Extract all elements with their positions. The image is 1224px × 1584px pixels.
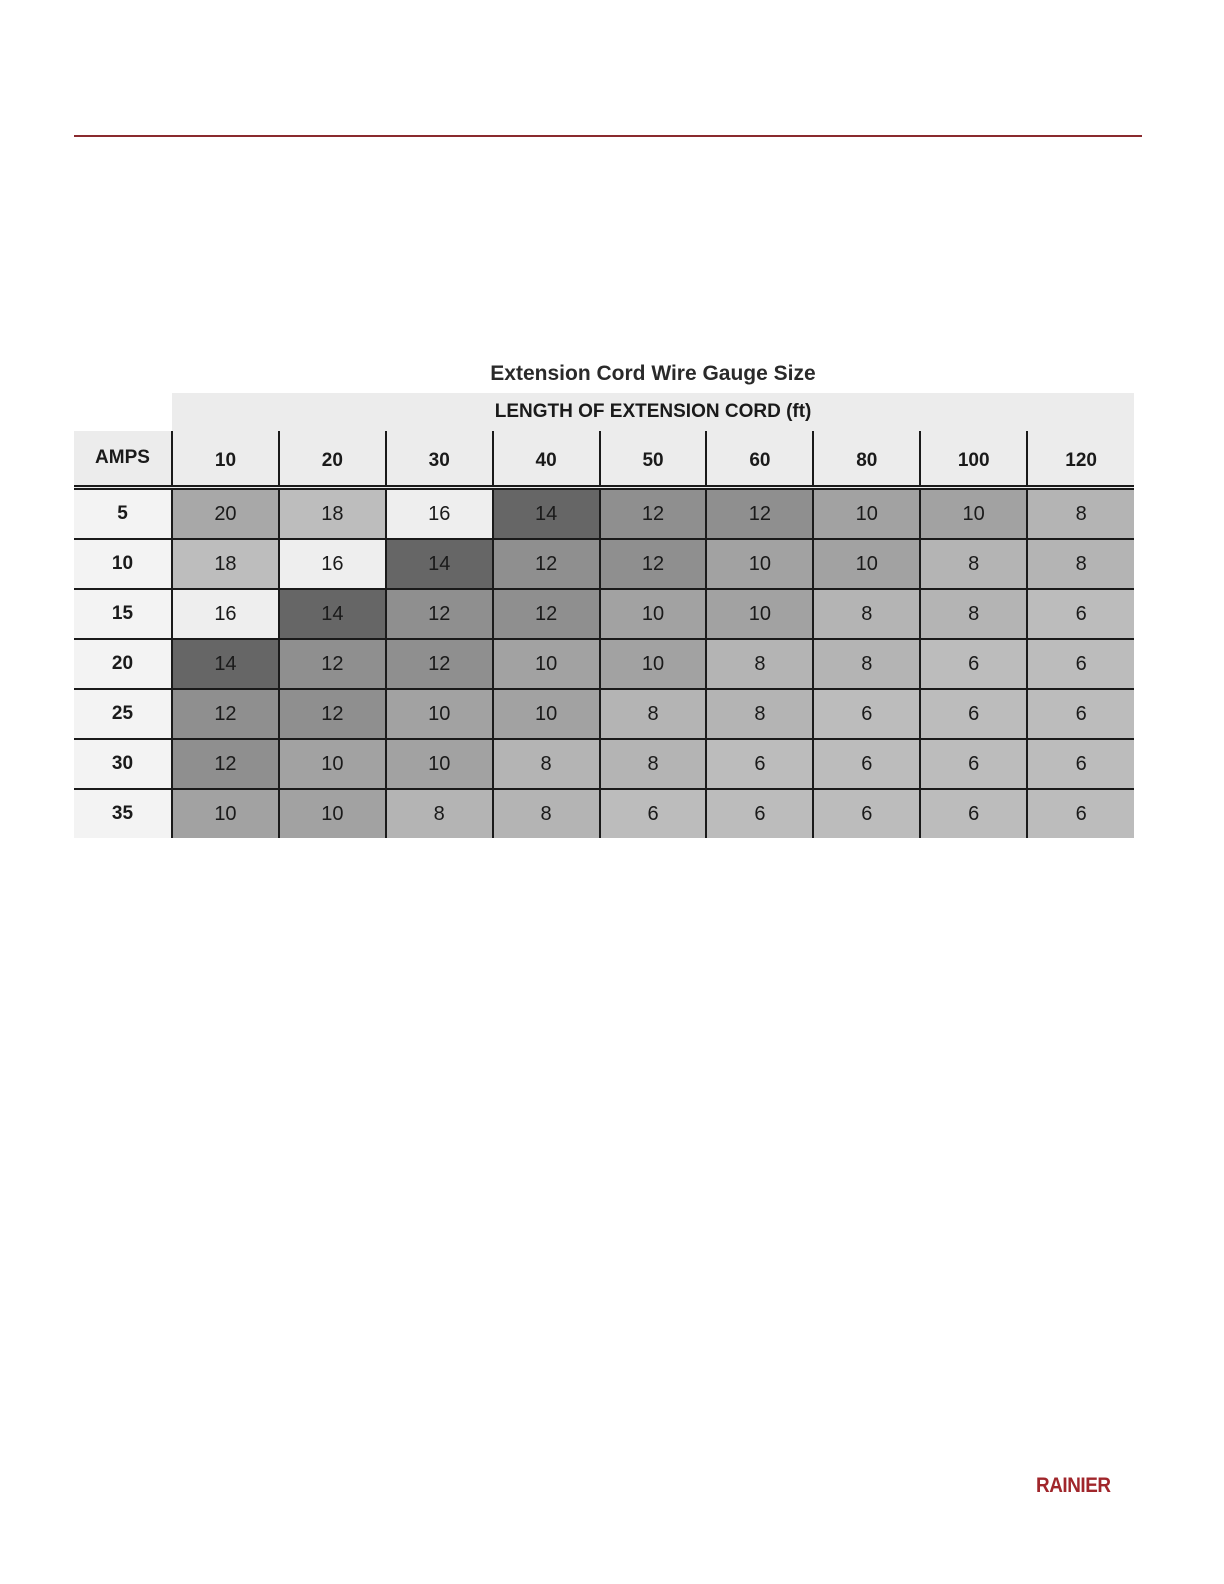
length-header-50: 50 [600,431,707,488]
gauge-cell: 12 [279,689,386,739]
gauge-cell: 10 [813,539,920,589]
gauge-cell: 12 [600,539,707,589]
gauge-cell: 6 [813,739,920,789]
length-header-20: 20 [279,431,386,488]
gauge-cell: 10 [920,488,1027,540]
gauge-cell: 6 [1027,639,1134,689]
gauge-cell: 6 [813,689,920,739]
gauge-cell: 6 [1027,789,1134,838]
table-row [74,488,1134,540]
gauge-cell: 6 [920,789,1027,838]
gauge-cell: 12 [493,589,600,639]
gauge-cell: 20 [172,488,279,540]
gauge-cell: 10 [706,539,813,589]
gauge-cell: 8 [493,789,600,838]
gauge-cell: 6 [920,739,1027,789]
gauge-cell: 12 [172,689,279,739]
gauge-cell: 8 [1027,539,1134,589]
length-header-30: 30 [386,431,493,488]
gauge-cell: 10 [706,589,813,639]
gauge-cell: 6 [600,789,707,838]
gauge-cell: 12 [279,639,386,689]
gauge-cell: 6 [1027,739,1134,789]
gauge-cell: 6 [1027,589,1134,639]
gauge-cell: 16 [172,589,279,639]
gauge-cell: 12 [706,488,813,540]
gauge-cell: 10 [279,739,386,789]
corner-blank [74,393,172,431]
gauge-cell: 8 [813,639,920,689]
gauge-cell: 8 [706,639,813,689]
amps-cell: 25 [74,689,172,739]
table-row [74,689,1134,739]
gauge-cell: 14 [493,488,600,540]
gauge-cell: 8 [600,689,707,739]
amps-cell: 30 [74,739,172,789]
amps-cell: 15 [74,589,172,639]
gauge-cell: 14 [172,639,279,689]
gauge-cell: 10 [386,739,493,789]
gauge-cell: 16 [386,488,493,540]
gauge-cell: 8 [600,739,707,789]
gauge-cell: 18 [172,539,279,589]
table-row [74,589,1134,639]
gauge-cell: 10 [493,689,600,739]
rainier-logo: RAINIER [1036,1474,1111,1497]
table-row [74,539,1134,589]
amps-cell: 10 [74,539,172,589]
gauge-cell: 6 [706,789,813,838]
length-header-100: 100 [920,431,1027,488]
amps-header: AMPS [74,431,172,488]
gauge-cell: 14 [386,539,493,589]
gauge-cell: 6 [920,689,1027,739]
gauge-cell: 10 [172,789,279,838]
gauge-cell: 14 [279,589,386,639]
length-header-40: 40 [493,431,600,488]
amps-cell: 5 [74,488,172,540]
gauge-cell: 12 [600,488,707,540]
header-rule [74,135,1142,137]
gauge-cell: 12 [386,639,493,689]
length-header-10: 10 [172,431,279,488]
table-row [74,789,1134,838]
amps-cell: 20 [74,639,172,689]
gauge-cell: 16 [279,539,386,589]
gauge-cell: 12 [493,539,600,589]
length-group-header: LENGTH OF EXTENSION CORD (ft) [172,393,1134,431]
gauge-table [74,393,1134,838]
gauge-cell: 10 [279,789,386,838]
table-row [74,639,1134,689]
gauge-cell: 8 [386,789,493,838]
length-header-120: 120 [1027,431,1134,488]
gauge-cell: 8 [1027,488,1134,540]
table-row [74,739,1134,789]
gauge-cell: 10 [386,689,493,739]
amps-cell: 35 [74,789,172,838]
gauge-cell: 8 [920,589,1027,639]
gauge-cell: 10 [813,488,920,540]
length-header-80: 80 [813,431,920,488]
length-header-60: 60 [706,431,813,488]
gauge-cell: 8 [920,539,1027,589]
gauge-cell: 10 [600,639,707,689]
gauge-cell: 10 [600,589,707,639]
gauge-cell: 6 [813,789,920,838]
gauge-cell: 8 [813,589,920,639]
chart-title: Extension Cord Wire Gauge Size [490,362,816,385]
gauge-cell: 10 [493,639,600,689]
gauge-cell: 18 [279,488,386,540]
gauge-cell: 6 [706,739,813,789]
gauge-cell: 12 [386,589,493,639]
gauge-cell: 8 [706,689,813,739]
gauge-cell: 8 [493,739,600,789]
gauge-cell: 6 [1027,689,1134,739]
gauge-cell: 6 [920,639,1027,689]
gauge-cell: 12 [172,739,279,789]
